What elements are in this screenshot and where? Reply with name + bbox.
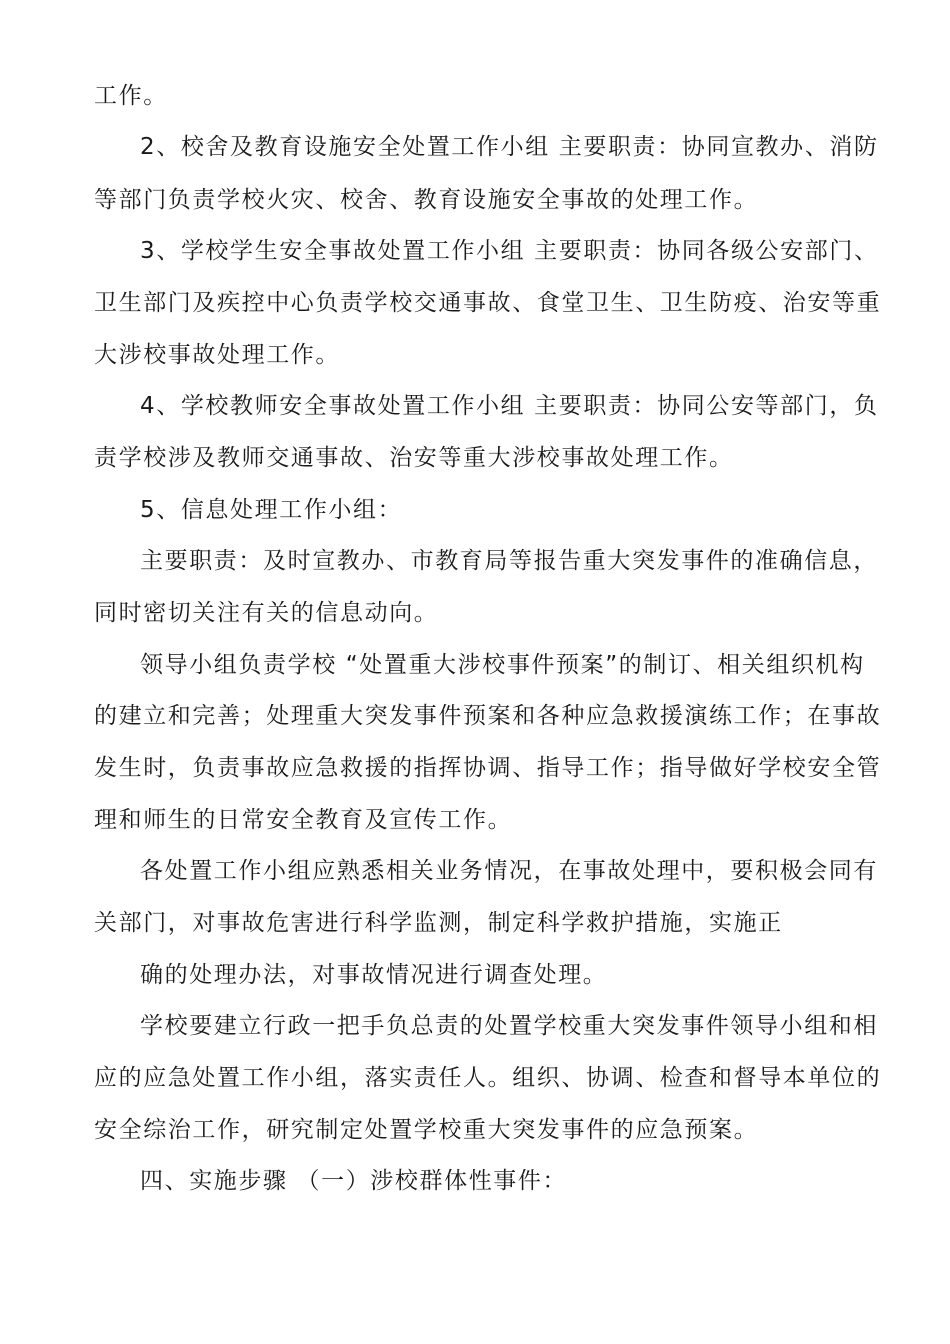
text-line: 领导小组负责学校 “处置重大涉校事件预案”的制订、相关组织机构	[140, 652, 865, 678]
text-line: 学校要建立行政一把手负总责的处置学校重大突发事件领导小组和相	[140, 1013, 878, 1039]
text-line: 主要职责：及时宣教办、市教育局等报告重大突发事件的准确信息，	[140, 548, 878, 574]
text-line: 安全综治工作，研究制定处置学校重大突发事件的应急预案。	[94, 1117, 759, 1143]
text-line: 确的处理办法，对事故情况进行调查处理。	[140, 962, 608, 988]
text-line: 等部门负责学校火灾、校舍、教育设施安全事故的处理工作。	[94, 187, 759, 213]
text-line: 理和师生的日常安全教育及宣传工作。	[94, 807, 513, 833]
text-line: 四、实施步骤 （一）涉校群体性事件：	[140, 1168, 568, 1194]
text-line: 2、校舍及教育设施安全处置工作小组 主要职责：协同宣教办、消防	[140, 134, 879, 160]
text-line: 卫生部门及疾控中心负责学校交通事故、食堂卫生、卫生防疫、治安等重	[94, 290, 882, 316]
text-line: 同时密切关注有关的信息动向。	[94, 600, 439, 626]
text-line: 应的应急处置工作小组，落实责任人。组织、协调、检查和督导本单位的	[94, 1065, 882, 1091]
text-line: 工作。	[94, 83, 168, 109]
text-line: 责学校涉及教师交通事故、治安等重大涉校事故处理工作。	[94, 445, 734, 471]
text-line: 的建立和完善；处理重大突发事件预案和各种应急救援演练工作；在事故	[94, 703, 882, 729]
text-line: 关部门，对事故危害进行科学监测，制定科学救护措施，实施正	[94, 910, 783, 936]
text-line: 各处置工作小组应熟悉相关业务情况，在事故处理中，要积极会同有	[140, 858, 878, 884]
text-line: 5、信息处理工作小组：	[140, 497, 403, 523]
text-line: 大涉校事故处理工作。	[94, 342, 340, 368]
text-line: 发生时，负责事故应急救援的指挥协调、指导工作；指导做好学校安全管	[94, 755, 882, 781]
text-line: 4、学校教师安全事故处置工作小组 主要职责：协同公安等部门，负	[140, 393, 879, 419]
text-line: 3、学校学生安全事故处置工作小组 主要职责：协同各级公安部门、	[140, 238, 879, 264]
